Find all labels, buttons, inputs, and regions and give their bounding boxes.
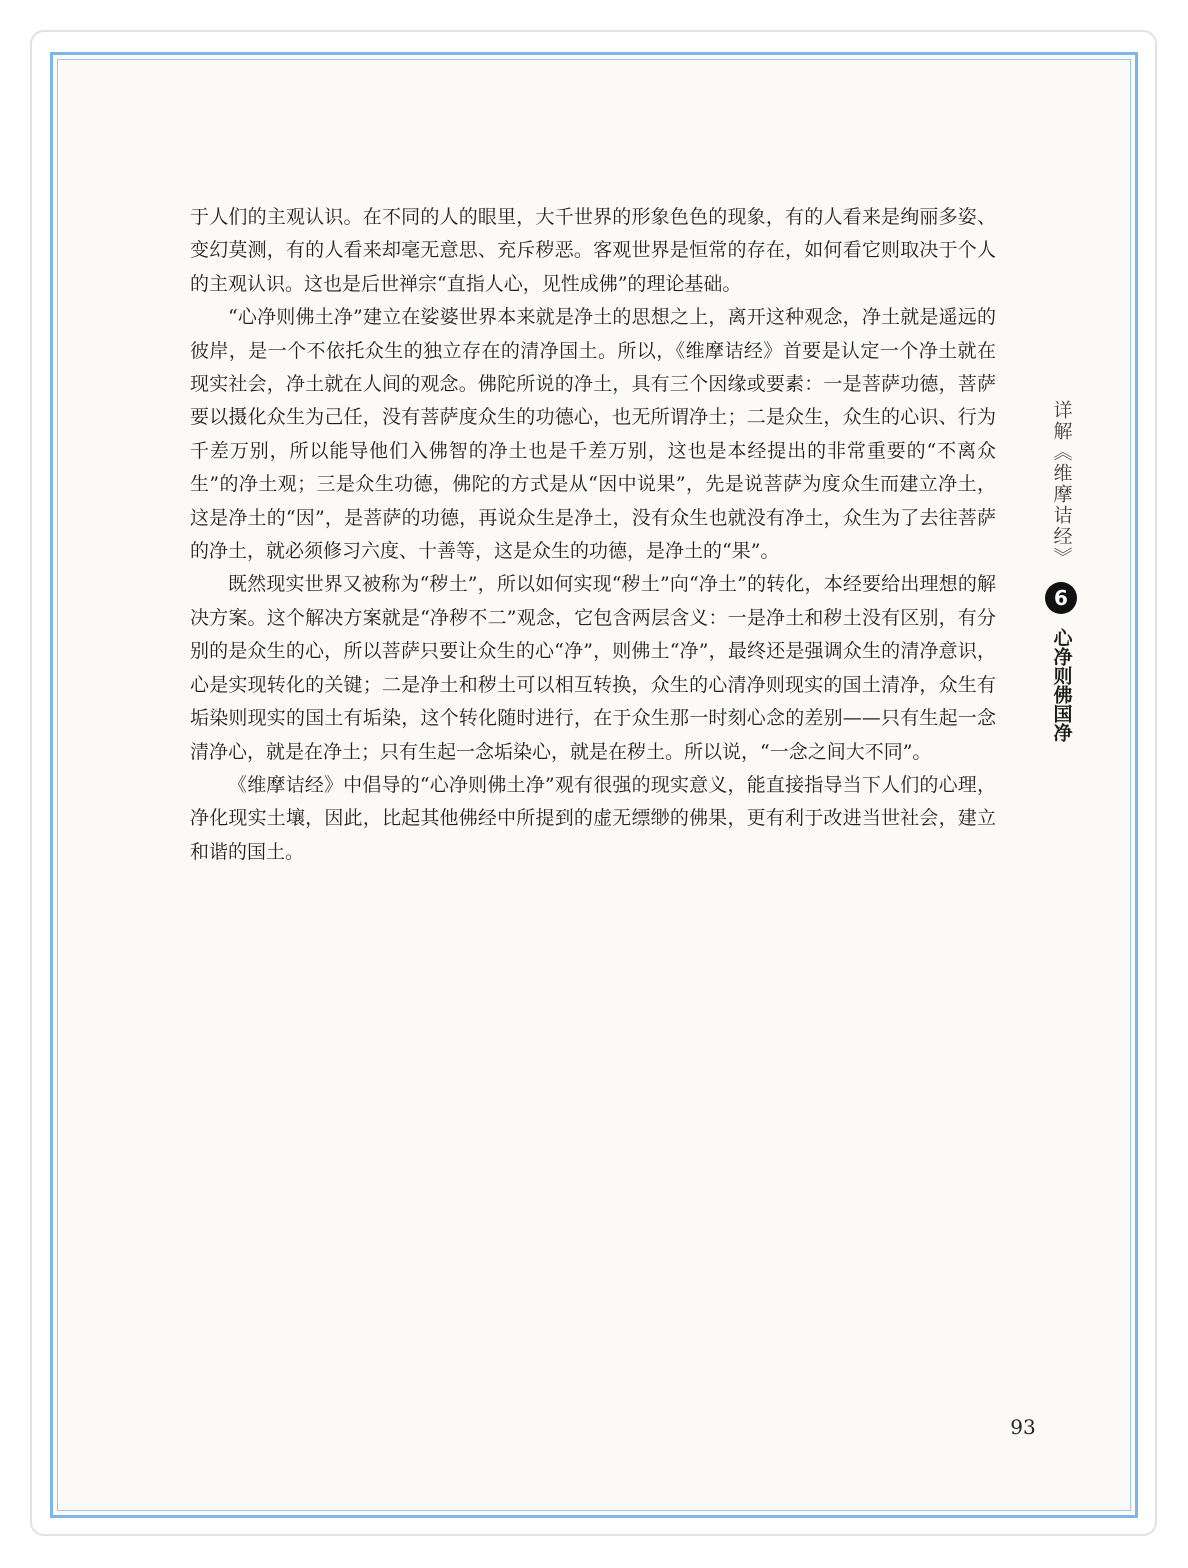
side-tab xyxy=(1041,400,1081,742)
paragraph-4: 《维摩诘经》中倡导的“心净则佛土净”观有很强的现实意义，能直接指导当下人们的心理，净化现实土壤，因此，比起其他佛经中所提到的虚无缥缈的佛果，更有利于改进当世社会，建立和谐的国土。 xyxy=(190,773,996,863)
paragraph-3: 既然现实世界又被称为“秽土”，所以如何实现“秽土”向“净土”的转化，本经要给出理想的解决方案。这个解决方案就是“净秽不二”观念，它包含两层含义：一是净土和秽土没有区别，有分别的是众生的心，所以菩萨只要让众生的心“净”，则佛土“净”，最终还是强调众生的清净意识，心是实现转化的关键；二是净土和秽土可以相互转换，众生的心清净则现实的国土清净，众生有垢染则现实的国土有垢染，这个转化随时进行，在于众生那一时刻心念的差别——只有生起一念清净心，就是在净土；只有生起一念垢染心，就是在秽土。所以说，“一念之间大不同”。 xyxy=(190,573,996,763)
page-number: 93 xyxy=(1010,1415,1036,1439)
chapter-title: 心净则佛国净 xyxy=(1050,628,1073,742)
chapter-number-badge: 6 xyxy=(1045,582,1077,614)
book-page xyxy=(50,52,1138,1518)
paragraph-1: 于人们的主观认识。在不同的人的眼里，大千世界的形象色色的现象，有的人看来是绚丽多姿、变幻莫测，有的人看来却毫无意思、充斥秽恶。客观世界是恒常的存在，如何看它则取决于个人的主观认识。这也是后世禅宗“直指人心，见性成佛”的理论基础。 xyxy=(190,206,996,295)
body-text xyxy=(190,201,996,869)
book-title: 详解《维摩诘经》 xyxy=(1050,400,1073,568)
paragraph-2: “心净则佛土净”建立在娑婆世界本来就是净土的思想之上，离开这种观念，净土就是遥远的彼岸，是一个不依托众生的独立存在的清净国土。所以，《维摩诘经》首要是认定一个净土就在现实社会，净土就在人间的观念。佛陀所说的净土，具有三个因缘或要素：一是菩萨功德，菩萨要以摄化众生为己任，没有菩萨度众生的功德心，也无所谓净土；二是众生，众生的心识、行为千差万别，所以能导他们入佛智的净土也是千差万别，这也是本经提出的非常重要的“不离众生”的净土观；三是众生功德，佛陀的方式是从“因中说果”，先是说菩萨为度众生而建立净土，这是净土的“因”，是菩萨的功德，再说众生是净土，没有众生也就没有净土，众生为了去往菩萨的净土，就必须修习六度、十善等，这是众生的功德，是净土的“果”。 xyxy=(190,306,996,563)
